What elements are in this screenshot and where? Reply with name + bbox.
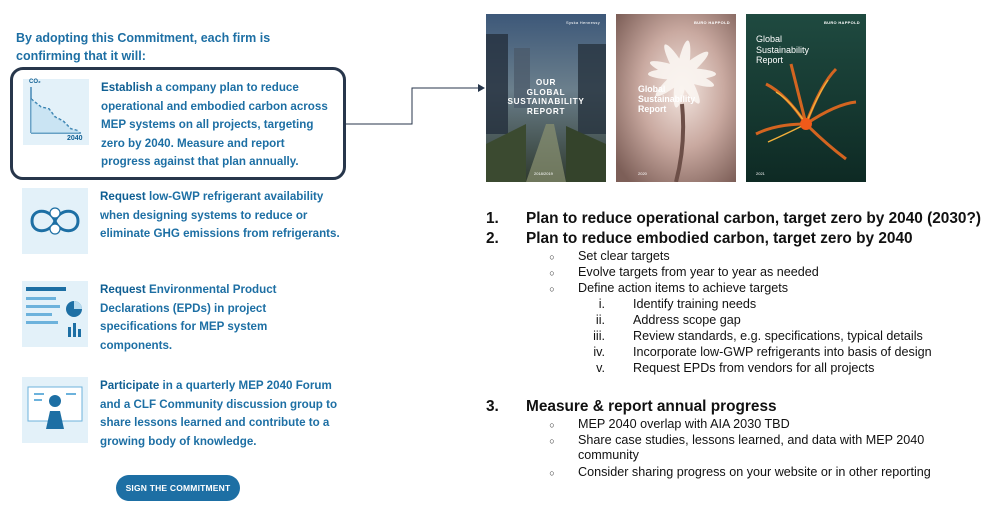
sub-item-text: MEP 2040 overlap with AIA 2030 TBD xyxy=(578,417,790,431)
commitment-card-refrigerant xyxy=(12,188,342,254)
report-cover-2021 xyxy=(746,14,866,182)
card-body: in a quarterly MEP 2040 Forum and a CLF Community discussion group to share lessons learned and contribute to a growing body of knowledge. xyxy=(100,379,338,448)
roman-numeral: iii. xyxy=(593,329,605,343)
roman-numeral: ii. xyxy=(595,313,605,327)
report-brand: BURO HAPPOLD xyxy=(693,20,730,25)
action-text: Review standards, e.g. specifications, typical details xyxy=(633,329,923,343)
commitment-intro: By adopting this Commitment, each firm is confirming that it will: xyxy=(16,31,271,63)
bullet-circle-icon: ○ xyxy=(549,436,555,446)
report-title: OUR GLOBAL SUSTAINABILITY REPORT xyxy=(507,78,585,116)
roman-numeral: i. xyxy=(598,297,605,311)
carbon-reduction-graph-icon xyxy=(23,79,89,145)
connector-arrow-icon xyxy=(340,80,485,130)
report-cover-2020 xyxy=(616,14,736,182)
item-text: Plan to reduce embodied carbon, target zero by 2040 xyxy=(526,230,913,247)
report-brand: BURO HAPPOLD xyxy=(823,20,860,25)
item-number: 3. xyxy=(486,398,499,415)
card-lead: Request xyxy=(100,190,146,203)
item-number: 2. xyxy=(486,230,499,247)
roman-numeral: iv. xyxy=(593,345,605,359)
bullet-circle-icon: ○ xyxy=(549,420,555,430)
refrigerant-loop-icon xyxy=(22,188,88,254)
forum-presenter-icon xyxy=(22,377,88,443)
sub-item-text: Evolve targets from year to year as needed xyxy=(578,265,819,279)
card-body: Environmental Product Declarations (EPDs) in project specifications for MEP system components. xyxy=(100,283,277,352)
bullet-circle-icon: ○ xyxy=(549,284,555,294)
epd-document-icon xyxy=(22,281,88,347)
card-text xyxy=(100,188,342,254)
bullet-circle-icon: ○ xyxy=(549,468,555,478)
card-body: low-GWP refrigerant availability when designing systems to reduce or eliminate GHG emissions from refrigerants. xyxy=(100,190,340,241)
report-title: Global Sustainability Report xyxy=(756,34,810,65)
card-text xyxy=(100,377,342,451)
report-year: 2020 xyxy=(638,171,647,176)
card-body: a company plan to reduce operational and embodied carbon across MEP systems on all projects, targeting zero by 2040. Measure and report progress against that plan annually. xyxy=(101,81,328,169)
sub-item-text: Set clear targets xyxy=(578,249,670,263)
graph-year-label: 2040 xyxy=(67,135,83,142)
report-cover-2018-2019 xyxy=(486,14,606,182)
card-text xyxy=(100,281,342,355)
item-text: Measure & report annual progress xyxy=(526,398,777,415)
action-text: Incorporate low-GWP refrigerants into basis of design xyxy=(633,345,932,359)
sub-item-text: Share case studies, lessons learned, and data with MEP 2040 community xyxy=(578,433,925,462)
report-brand: Syska Hennessy xyxy=(566,20,600,25)
bullet-circle-icon: ○ xyxy=(549,252,555,262)
commitment-card-establish xyxy=(10,67,346,180)
sub-item-text: Consider sharing progress on your website or in other reporting xyxy=(578,465,931,479)
report-year: 2021 xyxy=(756,171,765,176)
action-text: Identify training needs xyxy=(633,297,757,311)
graph-co2-label: CO₂ xyxy=(29,79,41,85)
bullet-circle-icon: ○ xyxy=(549,268,555,278)
item-text: Plan to reduce operational carbon, target zero by 2040 (2030?) xyxy=(526,210,982,227)
action-text: Request EPDs from vendors for all projects xyxy=(633,361,875,375)
sub-item-text: Define action items to achieve targets xyxy=(578,281,789,295)
report-title: Global Sustainability Report xyxy=(638,84,696,114)
sign-the-commitment-button[interactable]: SIGN THE COMMITMENT xyxy=(116,475,240,501)
commitment-card-epd xyxy=(12,281,342,355)
card-lead: Establish xyxy=(101,81,153,94)
item-number: 1. xyxy=(486,210,499,227)
report-year: 2018/2019 xyxy=(534,171,553,176)
action-text: Address scope gap xyxy=(633,313,741,327)
commitment-card-participate xyxy=(12,377,342,451)
card-lead: Participate xyxy=(100,379,160,392)
card-text xyxy=(101,79,337,177)
roman-numeral: v. xyxy=(596,361,605,375)
card-lead: Request xyxy=(100,283,146,296)
